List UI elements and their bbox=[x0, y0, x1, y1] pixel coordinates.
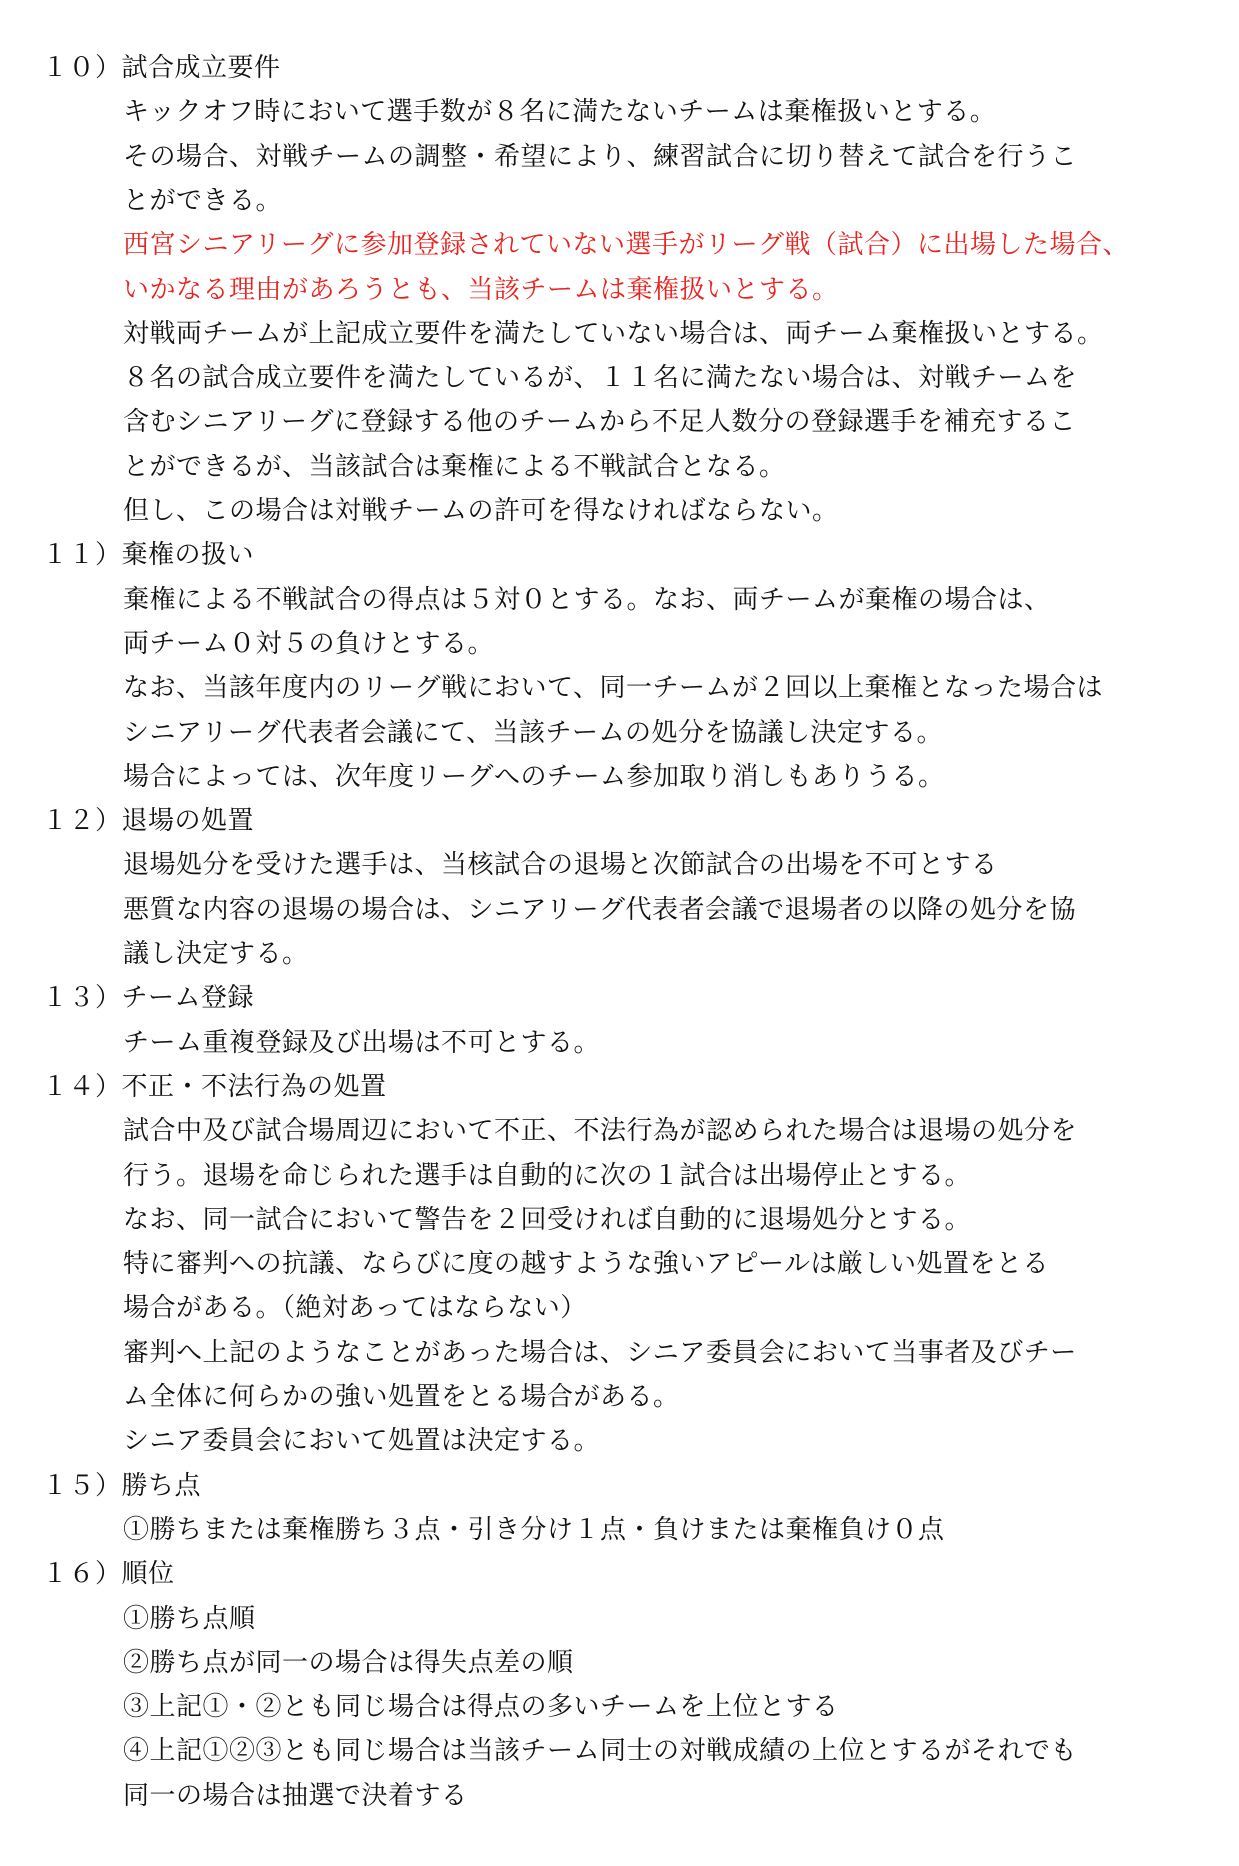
rule-line: シニアリーグ代表者会議にて、当該チームの処分を協議し決定する。 bbox=[123, 717, 943, 748]
section-heading: １０）試合成立要件 bbox=[42, 53, 281, 83]
rule-line: ８名の試合成立要件を満たしているが、１１名に満たない場合は、対戦チームを bbox=[123, 363, 1078, 394]
rule-line: シニア委員会において処置は決定する。 bbox=[123, 1426, 601, 1457]
rule-line: とができるが、当該試合は棄権による不戦試合となる。 bbox=[123, 451, 786, 482]
rule-line: 場合がある。（絶対あってはならない） bbox=[123, 1293, 587, 1324]
section-heading: １５）勝ち点 bbox=[42, 1470, 202, 1501]
rule-line: 棄権による不戦試合の得点は５対０とする。なお、両チームが棄権の場合は、 bbox=[123, 584, 1051, 615]
rule-line: ①勝ちまたは棄権勝ち３点・引き分け１点・負けまたは棄権負け０点 bbox=[123, 1514, 945, 1545]
rule-line: キックオフ時において選手数が８名に満たないチームは棄権扱いとする。 bbox=[123, 97, 997, 128]
rule-line: 悪質な内容の退場の場合は、シニアリーグ代表者会議で退場者の以降の処分を協 bbox=[123, 894, 1076, 925]
rule-line: チーム重複登録及び出場は不可とする。 bbox=[123, 1027, 601, 1058]
rule-line: ム全体に何らかの強い処置をとる場合がある。 bbox=[123, 1382, 680, 1412]
rule-line: 試合中及び試合場周辺において不正、不法行為が認められた場合は退場の処分を bbox=[123, 1116, 1078, 1147]
rule-line: その場合、対戦チームの調整・希望により、練習試合に切り替えて試合を行うこ bbox=[123, 141, 1078, 172]
rule-line: 同一の場合は抽選で決着する bbox=[123, 1780, 468, 1811]
rule-line: 退場処分を受けた選手は、当核試合の退場と次節試合の出場を不可とする bbox=[123, 850, 998, 881]
section-heading: １６）順位 bbox=[42, 1559, 175, 1590]
section-heading: １３）チーム登録 bbox=[42, 983, 255, 1014]
rule-line: 行う。退場を命じられた選手は自動的に次の１試合は出場停止とする。 bbox=[123, 1160, 972, 1191]
rule-line: ④上記①②③とも同じ場合は当該チーム同士の対戦成績の上位とするがそれでも bbox=[123, 1736, 1078, 1767]
rule-line: 対戦両チームが上記成立要件を満たしていない場合は、両チーム棄権扱いとする。 bbox=[123, 318, 1104, 349]
rule-line: 議し決定する。 bbox=[123, 939, 309, 969]
rule-line: ③上記①・②とも同じ場合は得点の多いチームを上位とする bbox=[123, 1692, 839, 1723]
rule-line: なお、同一試合において警告を２回受ければ自動的に退場処分とする。 bbox=[123, 1204, 972, 1235]
rule-line: 含むシニアリーグに登録する他のチームから不足人数分の登録選手を補充するこ bbox=[123, 407, 1076, 438]
rule-line: 審判へ上記のようなことがあった場合は、シニア委員会において当事者及びチー bbox=[123, 1337, 1077, 1368]
rule-line: なお、当該年度内のリーグ戦において、同一チームが２回以上棄権となった場合は bbox=[123, 673, 1103, 704]
rule-line: とができる。 bbox=[123, 185, 283, 216]
section-heading: １２）退場の処置 bbox=[42, 806, 255, 837]
rule-line: 場合によっては、次年度リーグへのチーム参加取り消しもありうる。 bbox=[123, 761, 945, 792]
highlighted-rule-line: 西宮シニアリーグに参加登録されていない選手がリーグ戦（試合）に出場した場合、 bbox=[123, 230, 1129, 261]
section-heading: １４）不正・不法行為の処置 bbox=[42, 1071, 387, 1102]
rule-line: 但し、この場合は対戦チームの許可を得なければならない。 bbox=[123, 496, 839, 526]
rule-line: ①勝ち点順 bbox=[123, 1603, 256, 1634]
section-heading: １１）棄権の扱い bbox=[42, 540, 255, 571]
rule-line: 両チーム０対５の負けとする。 bbox=[123, 628, 495, 659]
highlighted-rule-line: いかなる理由があろうとも、当該チームは棄権扱いとする。 bbox=[123, 274, 839, 305]
rule-line: 特に審判への抗議、ならびに度の越すような強いアピールは厳しい処置をとる bbox=[123, 1249, 1049, 1280]
rule-line: ②勝ち点が同一の場合は得失点差の順 bbox=[123, 1647, 574, 1678]
